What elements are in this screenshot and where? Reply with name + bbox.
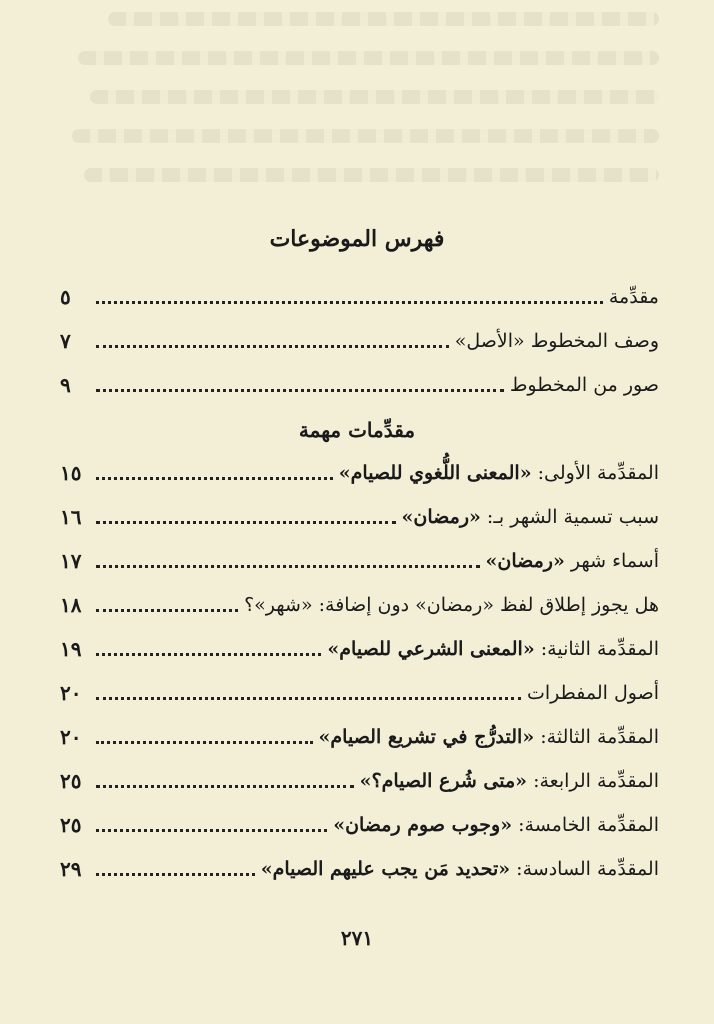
toc-heading: فهرس الموضوعات (269, 226, 445, 252)
dot-leader (96, 565, 480, 568)
dot-leader (96, 389, 504, 392)
entry-title: سبب تسمية الشهر بـ: (480, 506, 659, 528)
entry-page-number: ٢٥ (60, 769, 82, 793)
entry-title-bold: «المعنى اللُّغوي للصيام» (338, 462, 532, 484)
entry-page-number: ٢٠ (60, 681, 82, 705)
dot-leader (96, 477, 333, 480)
entry-page-number: ١٩ (60, 637, 82, 661)
toc-entry (60, 678, 659, 708)
entry-title-bold: «رمضان» (401, 506, 481, 528)
entry-title: المقدِّمة الرابعة: (527, 770, 659, 792)
toc-entry (60, 590, 659, 620)
dot-leader (96, 829, 327, 832)
entry-title: أصول المفطرات (527, 682, 659, 704)
entry-page-number: ٢٠ (60, 725, 82, 749)
toc-entry (60, 766, 659, 796)
entry-title: المقدِّمة الثالثة: (534, 726, 659, 748)
entry-title: المقدِّمة السادسة: (510, 858, 659, 880)
dot-leader (96, 301, 603, 304)
entry-title: صور من المخطوط (509, 374, 659, 396)
entry-title-bold: «متى شُرع الصيام؟» (359, 770, 528, 792)
section-heading: مقدِّمات مهمة (298, 418, 416, 442)
entry-title: وصف المخطوط «الأصل» (454, 330, 659, 352)
entry-page-number: ١٥ (60, 461, 82, 485)
entry-page-number: ١٧ (60, 549, 82, 573)
page-number: ٢٧١ (340, 926, 374, 950)
dot-leader (96, 697, 521, 700)
dot-leader (96, 345, 449, 348)
entry-title: المقدِّمة الأولى: (531, 462, 659, 484)
entry-title-bold: «وجوب صوم رمضان» (333, 814, 513, 836)
toc-entry (60, 458, 659, 488)
entry-title-bold: «التدرُّج في تشريع الصيام» (318, 726, 535, 748)
dot-leader (96, 653, 321, 656)
toc-entry (60, 634, 659, 664)
dot-leader (96, 785, 354, 788)
entry-page-number: ٢٩ (60, 857, 82, 881)
dot-leader (96, 873, 255, 876)
bleed-through-text (60, 0, 659, 207)
entry-title: المقدِّمة الخامسة: (512, 814, 659, 836)
entry-page-number: ٧ (60, 329, 71, 353)
toc-entry (60, 370, 659, 400)
entry-page-number: ١٦ (60, 505, 82, 529)
entry-title: مقدِّمة (608, 286, 659, 308)
entry-title: أسماء شهر (564, 550, 659, 572)
toc-entry (60, 722, 659, 752)
toc-entry (60, 326, 659, 356)
entry-page-number: ٥ (60, 285, 71, 309)
entry-title: المقدِّمة الثانية: (534, 638, 659, 660)
toc-entry (60, 282, 659, 312)
dot-leader (96, 609, 238, 612)
entry-title-bold: «رمضان» (485, 550, 565, 572)
entry-title-bold: «المعنى الشرعي للصيام» (327, 638, 535, 660)
toc-entry (60, 854, 659, 884)
toc-entry (60, 810, 659, 840)
entry-title-bold: «تحديد مَن يجب عليهم الصيام» (260, 858, 511, 880)
entry-page-number: ٩ (60, 373, 71, 397)
entry-page-number: ١٨ (60, 593, 82, 617)
toc-entry (60, 502, 659, 532)
entry-page-number: ٢٥ (60, 813, 82, 837)
toc-entry (60, 546, 659, 576)
dot-leader (96, 521, 396, 524)
dot-leader (96, 741, 313, 744)
entry-title: هل يجوز إطلاق لفظ «رمضان» دون إضافة: «شهر»؟ (244, 594, 659, 616)
